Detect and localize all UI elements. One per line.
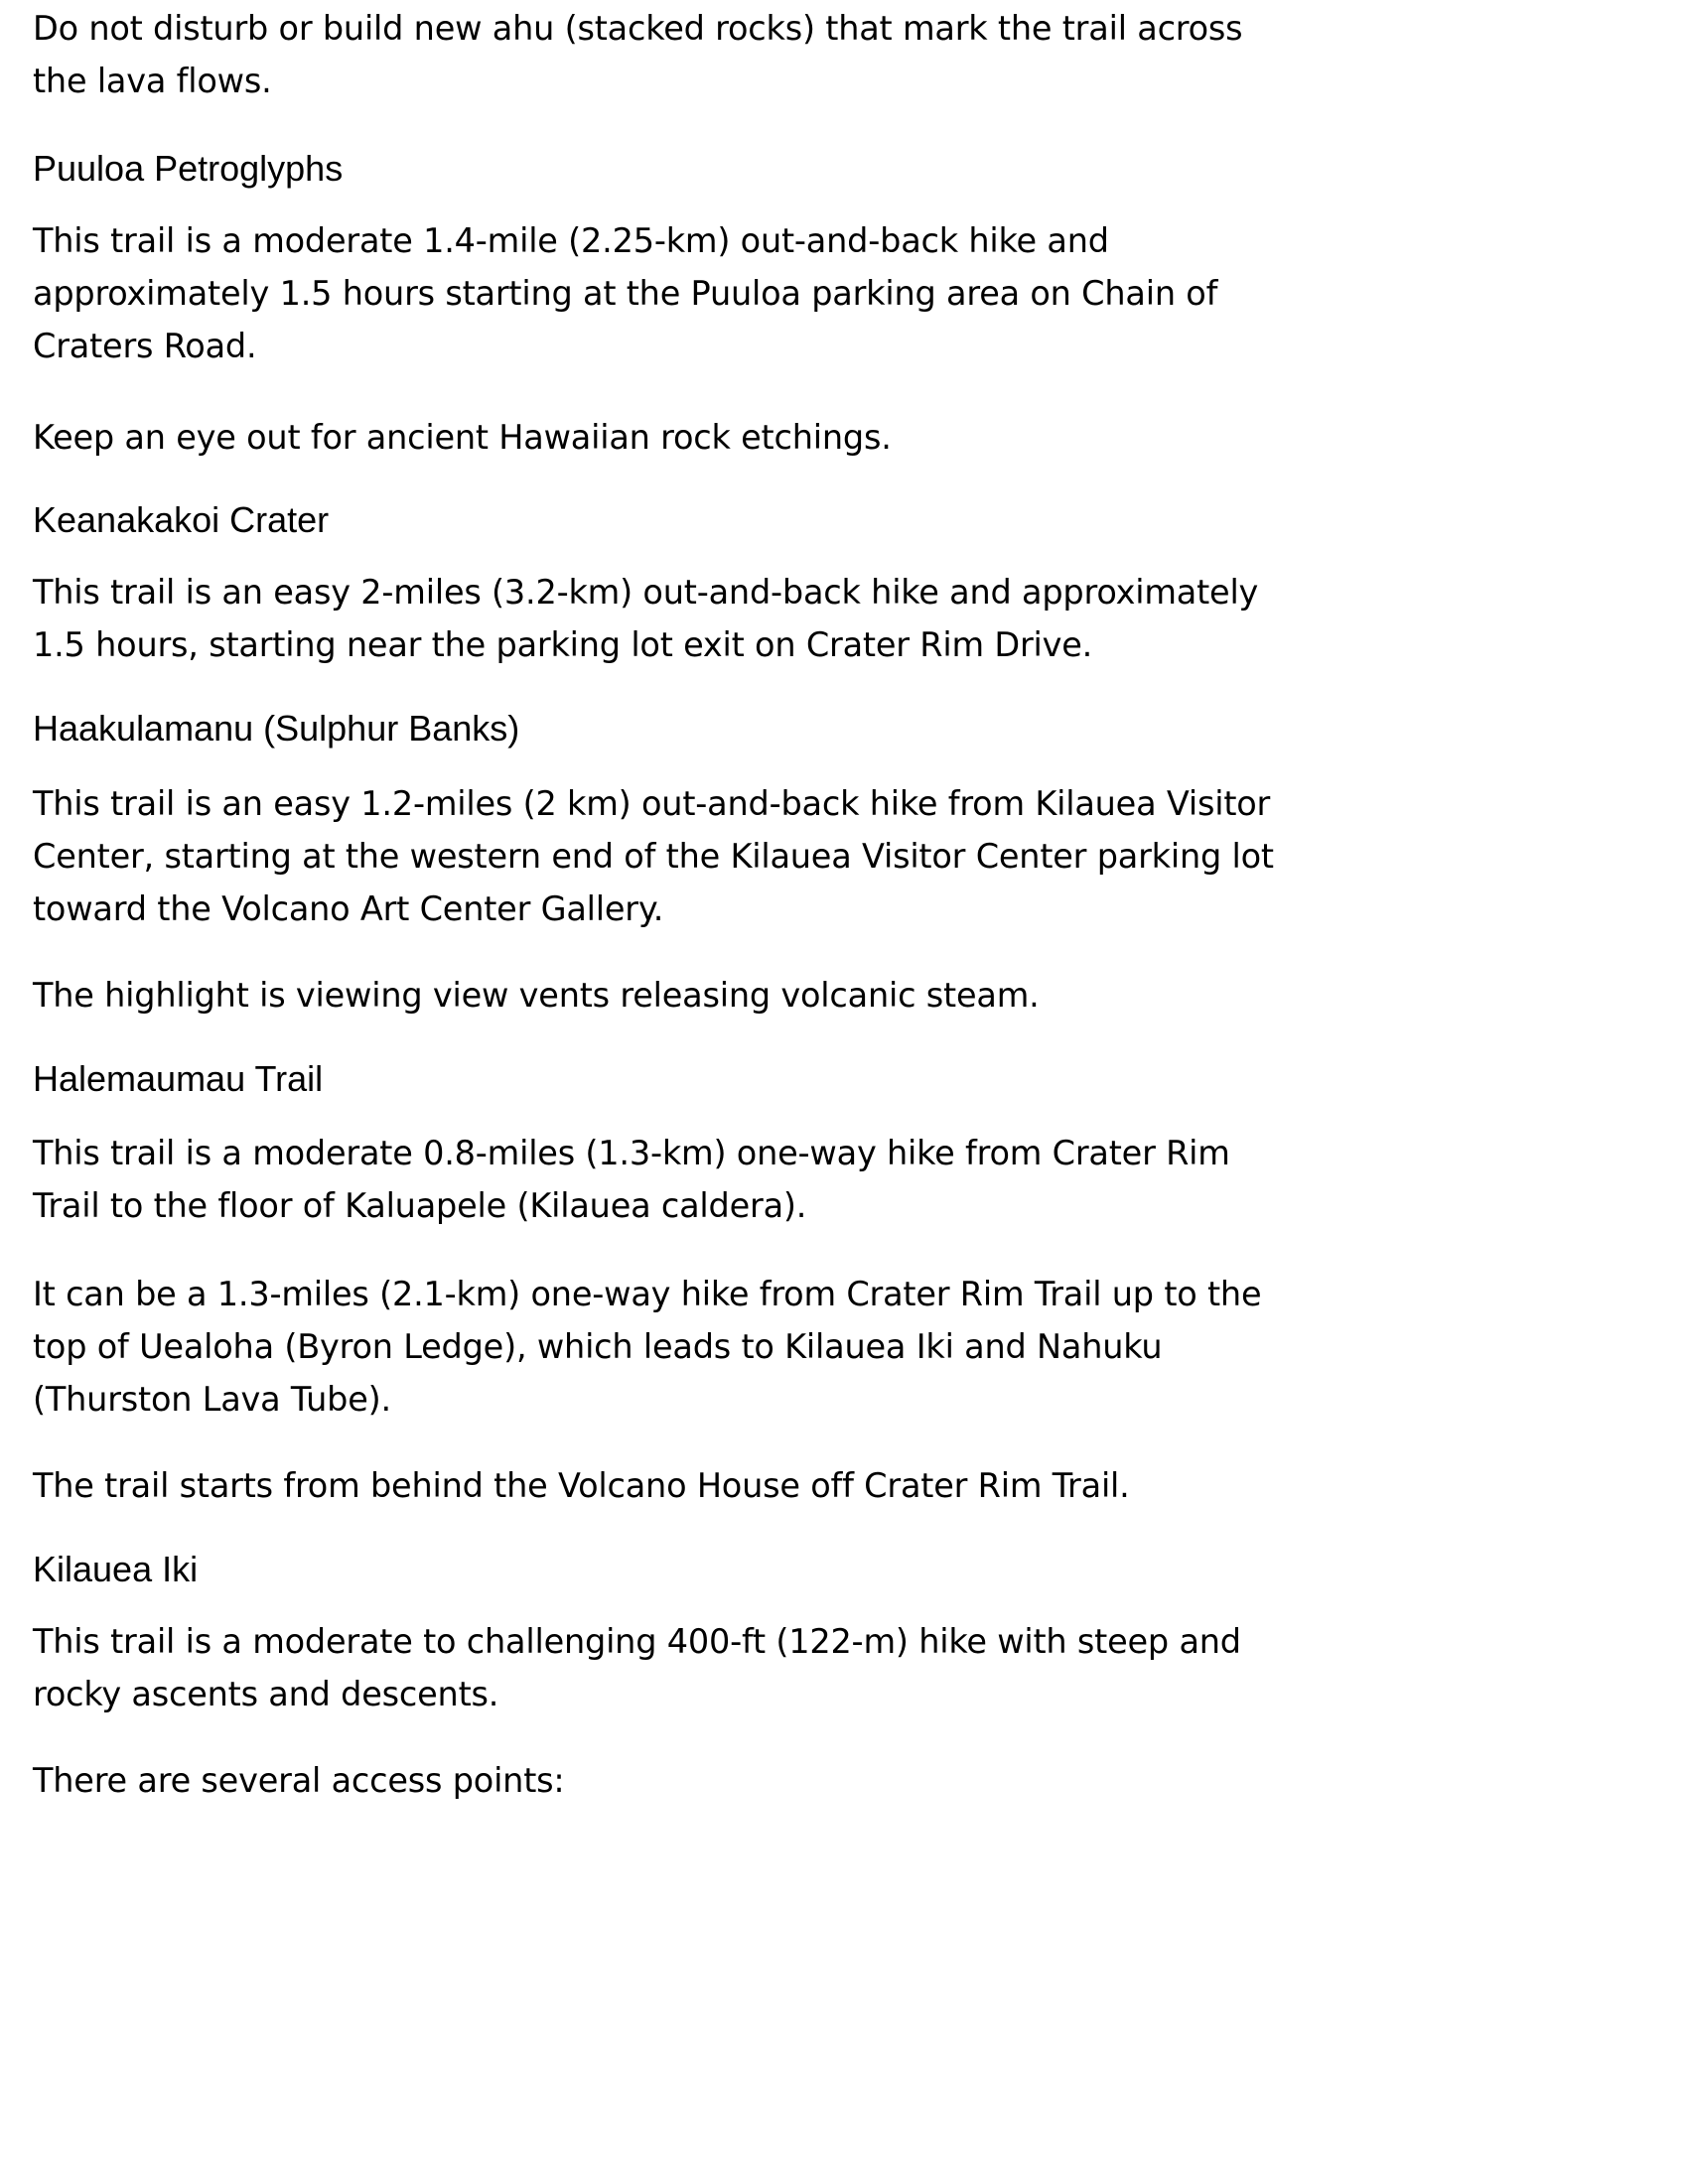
- text-line: the lava flows.: [33, 62, 272, 100]
- paragraph: [33, 1754, 1324, 1807]
- paragraph: [33, 1459, 1324, 1512]
- text-line: (Thurston Lava Tube).: [33, 1380, 391, 1419]
- text-line: approximately 1.5 hours starting at the Puuloa parking area on Chain of: [33, 274, 1218, 313]
- section-heading-puuloa-petroglyphs: Puuloa Petroglyphs: [33, 148, 344, 189]
- text-line: This trail is a moderate 1.4-mile (2.25-km) out-and-back hike and: [33, 221, 1109, 260]
- paragraph: [33, 1615, 1324, 1720]
- paragraph: [33, 777, 1324, 935]
- text-line: Craters Road.: [33, 327, 257, 365]
- text-line: The trail starts from behind the Volcano House off Crater Rim Trail.: [33, 1466, 1130, 1505]
- text-line: Trail to the floor of Kaluapele (Kilauea caldera).: [33, 1186, 807, 1225]
- text-line: Center, starting at the western end of the Kilauea Visitor Center parking lot: [33, 837, 1274, 876]
- text-line: There are several access points:: [33, 1761, 565, 1800]
- text-line: The highlight is viewing view vents releasing volcanic steam.: [33, 976, 1040, 1015]
- paragraph: [33, 411, 1324, 464]
- intro-paragraph: [33, 2, 1324, 107]
- text-line: toward the Volcano Art Center Gallery.: [33, 889, 664, 928]
- text-line: It can be a 1.3-miles (2.1-km) one-way hike from Crater Rim Trail up to the: [33, 1275, 1262, 1313]
- text-line: top of Uealoha (Byron Ledge), which leads to Kilauea Iki and Nahuku: [33, 1327, 1163, 1366]
- paragraph: [33, 1127, 1324, 1232]
- text-line: Do not disturb or build new ahu (stacked rocks) that mark the trail across: [33, 9, 1243, 48]
- text-line: Keep an eye out for ancient Hawaiian rock etchings.: [33, 418, 892, 457]
- section-heading-halemaumau-trail: Halemaumau Trail: [33, 1058, 324, 1099]
- paragraph: [33, 969, 1324, 1022]
- paragraph: [33, 214, 1324, 372]
- text-line: 1.5 hours, starting near the parking lot exit on Crater Rim Drive.: [33, 625, 1093, 664]
- text-line: This trail is a moderate to challenging 400-ft (122-m) hike with steep and: [33, 1622, 1241, 1661]
- text-line: This trail is an easy 2-miles (3.2-km) out-and-back hike and approximately: [33, 573, 1259, 612]
- section-heading-haakulamanu: Haakulamanu (Sulphur Banks): [33, 708, 520, 749]
- section-heading-keanakakoi-crater: Keanakakoi Crater: [33, 499, 330, 540]
- text-line: This trail is an easy 1.2-miles (2 km) out-and-back hike from Kilauea Visitor: [33, 784, 1271, 823]
- paragraph: [33, 566, 1324, 671]
- section-heading-kilauea-iki: Kilauea Iki: [33, 1549, 199, 1589]
- text-line: This trail is a moderate 0.8-miles (1.3-km) one-way hike from Crater Rim: [33, 1134, 1230, 1172]
- text-line: rocky ascents and descents.: [33, 1675, 499, 1713]
- paragraph: [33, 1268, 1324, 1426]
